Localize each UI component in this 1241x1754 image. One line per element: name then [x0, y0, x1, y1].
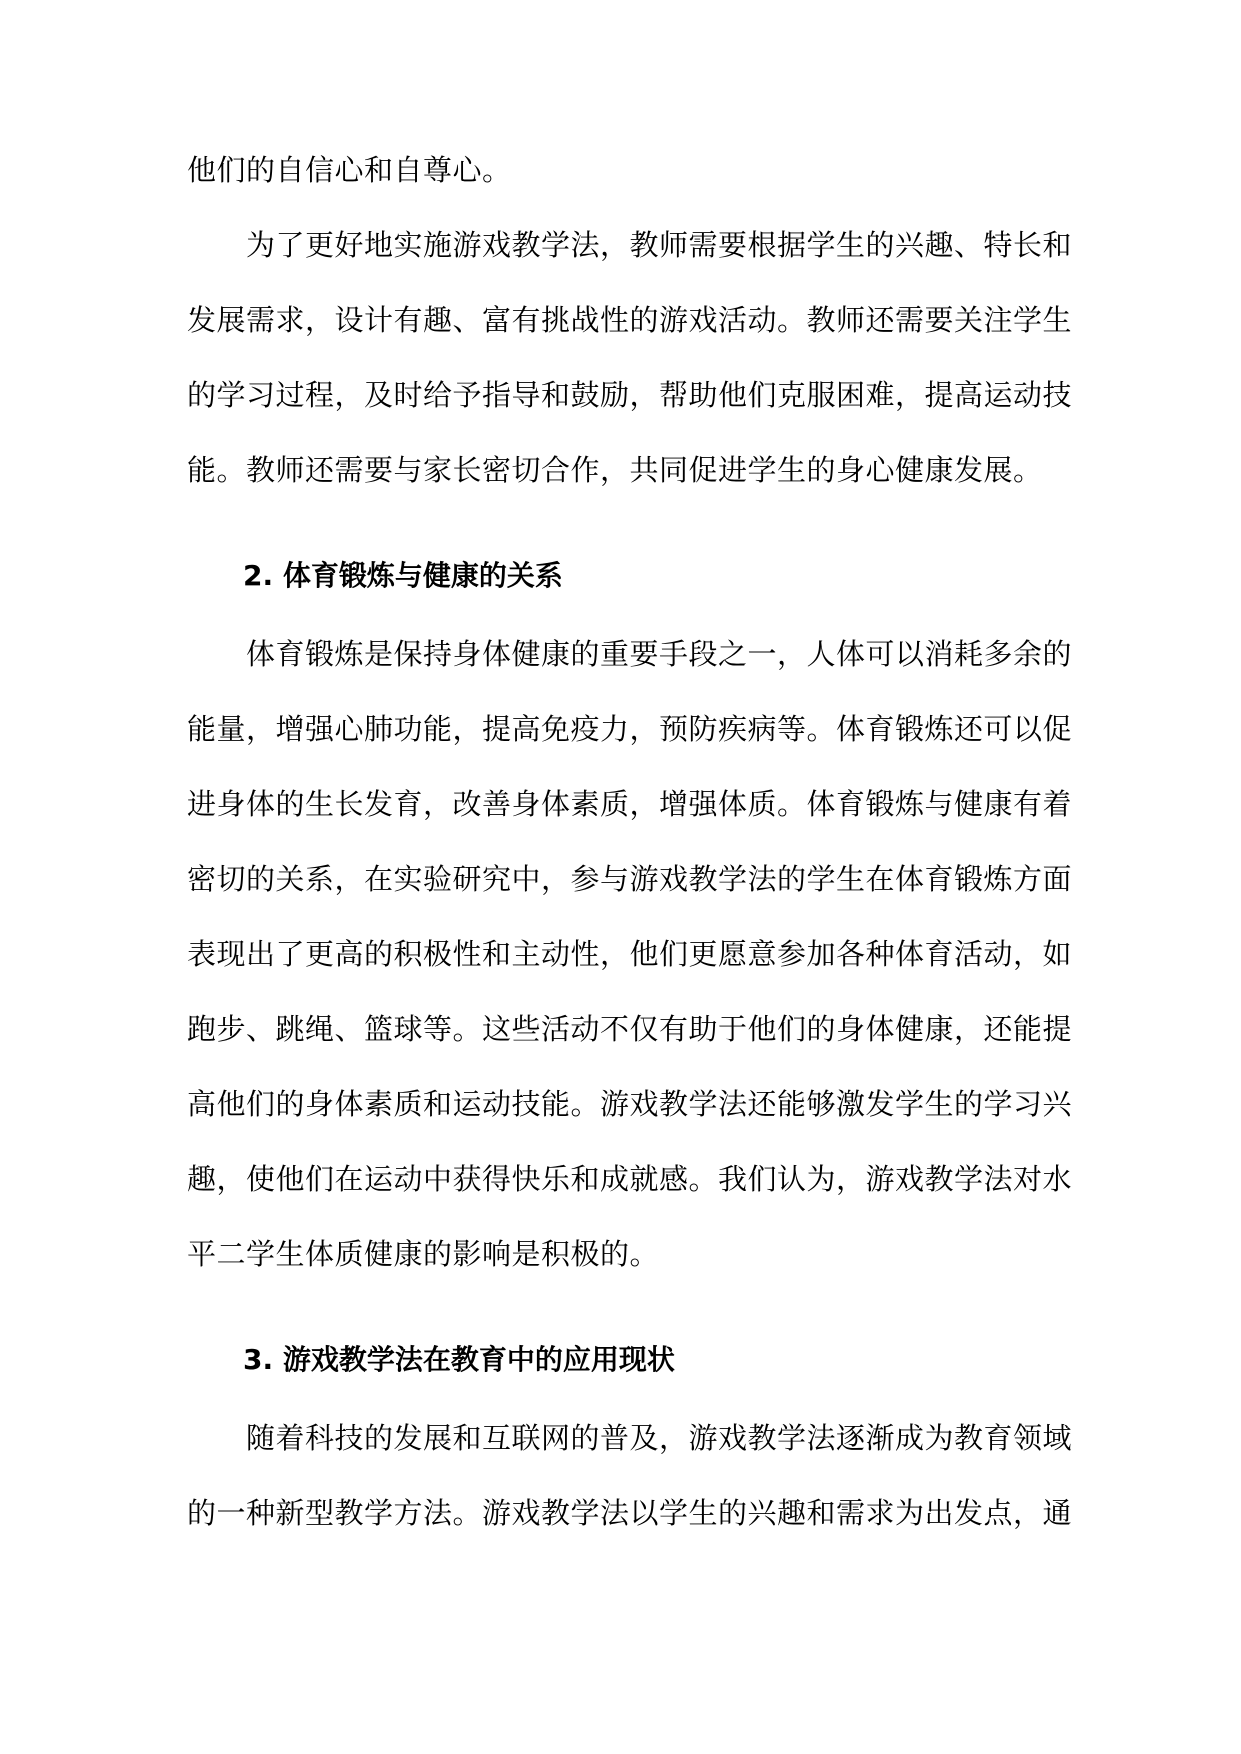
paragraph-line: 平二学生体质健康的影响是积极的。 — [187, 1237, 660, 1271]
paragraph-line: 能量，增强心肺功能，提高免疫力，预防疾病等。体育锻炼还可以促 — [187, 712, 1073, 746]
paragraph-line: 他们的自信心和自尊心。 — [187, 153, 512, 187]
paragraph-line: 为了更好地实施游戏教学法，教师需要根据学生的兴趣、特长和 — [246, 228, 1073, 262]
paragraph-line: 发展需求，设计有趣、富有挑战性的游戏活动。教师还需要关注学生 — [187, 303, 1073, 337]
section-heading: 2. 体育锻炼与健康的关系 — [243, 559, 563, 592]
section-heading: 3. 游戏教学法在教育中的应用现状 — [243, 1343, 675, 1376]
paragraph-line: 随着科技的发展和互联网的普及，游戏教学法逐渐成为教育领域 — [246, 1421, 1073, 1455]
paragraph-line: 表现出了更高的积极性和主动性，他们更愿意参加各种体育活动，如 — [187, 937, 1073, 971]
paragraph-line: 的一种新型教学方法。游戏教学法以学生的兴趣和需求为出发点，通 — [187, 1496, 1073, 1530]
paragraph-line: 密切的关系，在实验研究中，参与游戏教学法的学生在体育锻炼方面 — [187, 862, 1073, 896]
paragraph-line: 的学习过程，及时给予指导和鼓励，帮助他们克服困难，提高运动技 — [187, 378, 1073, 412]
paragraph-line: 趣，使他们在运动中获得快乐和成就感。我们认为，游戏教学法对水 — [187, 1162, 1073, 1196]
paragraph-line: 体育锻炼是保持身体健康的重要手段之一，人体可以消耗多余的 — [246, 637, 1073, 671]
paragraph-line: 进身体的生长发育，改善身体素质，增强体质。体育锻炼与健康有着 — [187, 787, 1073, 821]
paragraph-line: 跑步、跳绳、篮球等。这些活动不仅有助于他们的身体健康，还能提 — [187, 1012, 1073, 1046]
paragraph-line: 能。教师还需要与家长密切合作，共同促进学生的身心健康发展。 — [187, 453, 1043, 487]
paragraph-line: 高他们的身体素质和运动技能。游戏教学法还能够激发学生的学习兴 — [187, 1087, 1073, 1121]
